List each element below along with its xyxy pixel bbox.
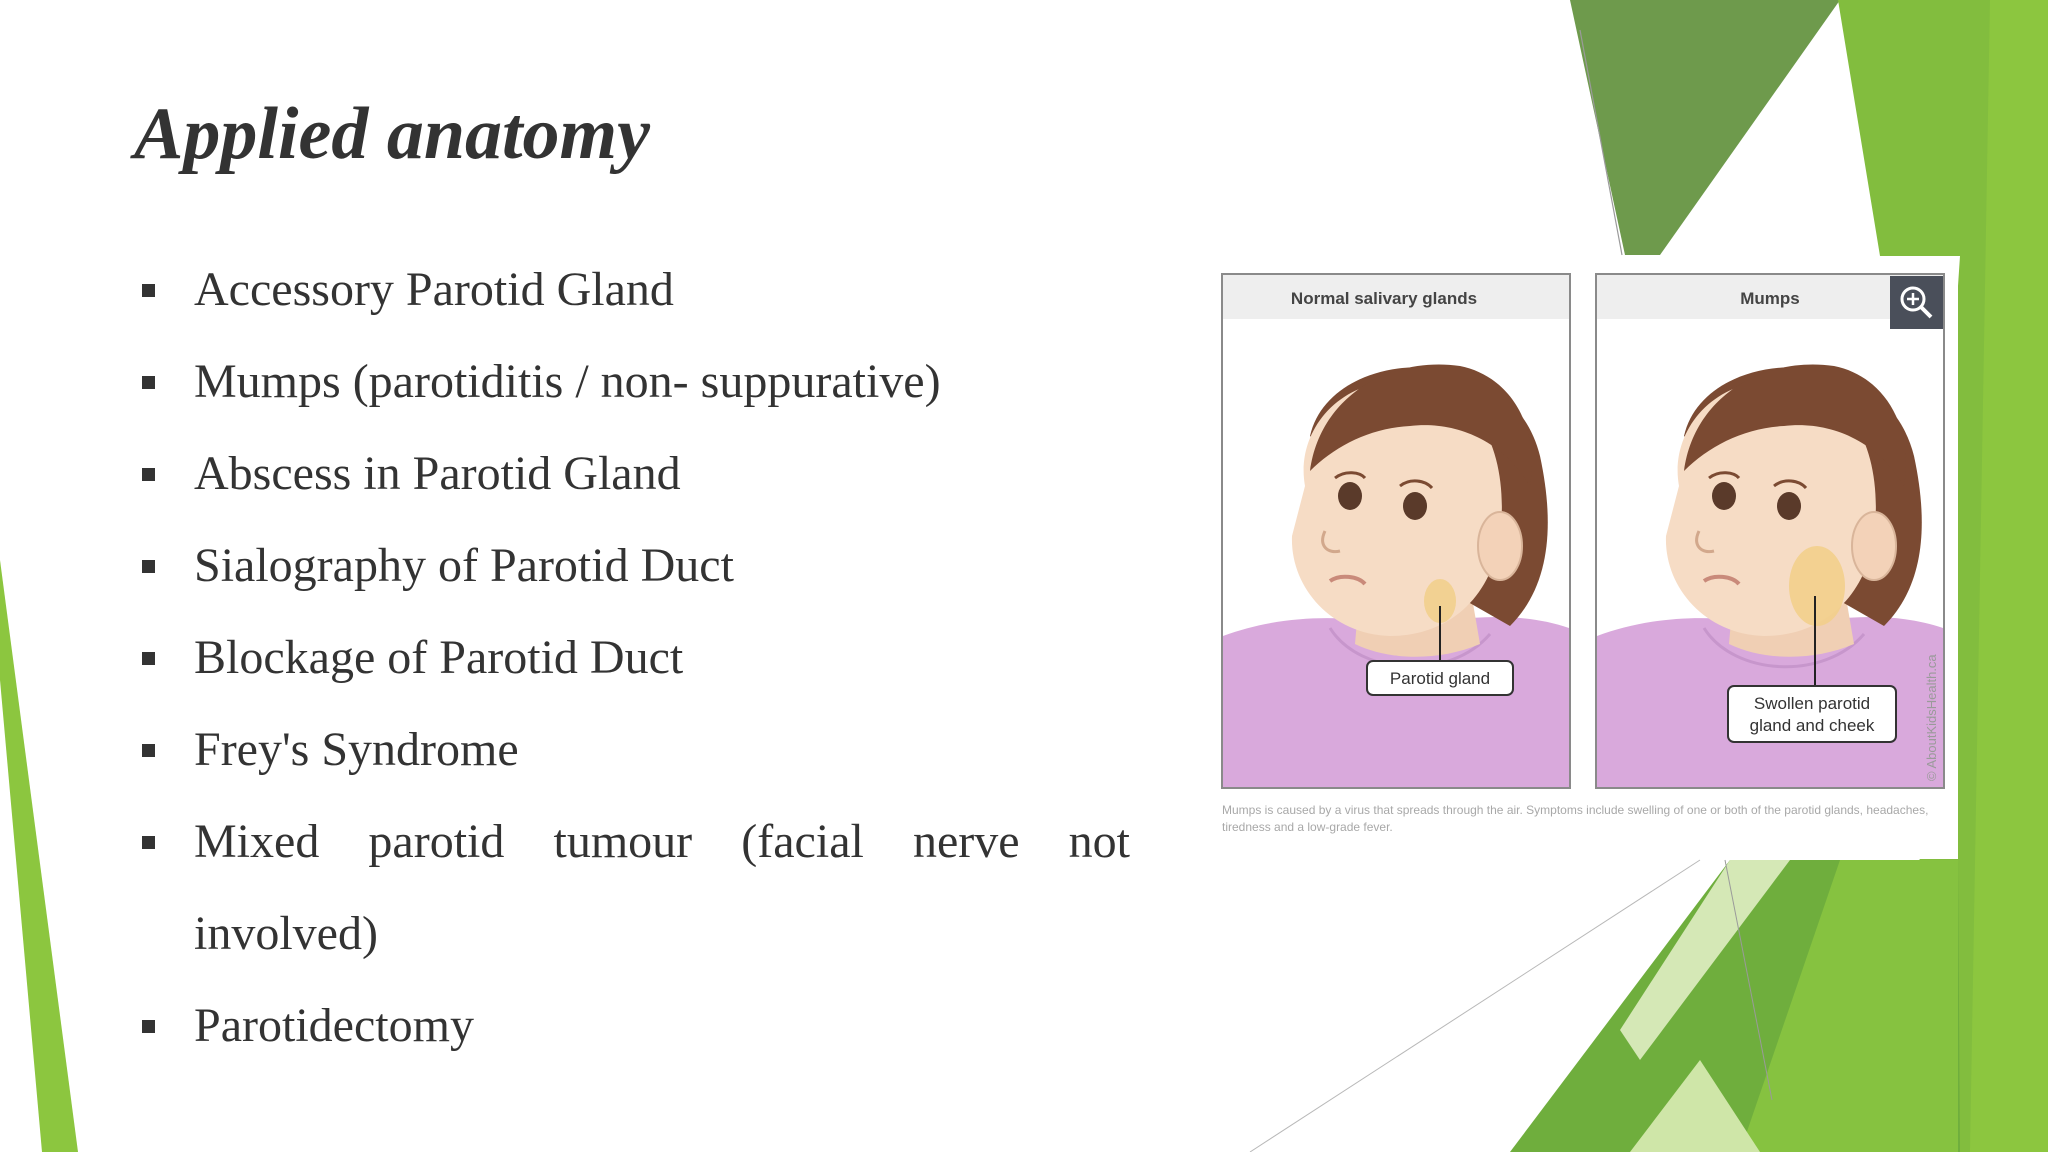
bullet-text: Abscess in Parotid Gland <box>194 447 681 500</box>
mumps-panel <box>1596 274 1944 788</box>
bullet-item <box>136 428 1130 520</box>
swollen-gland-shape <box>1789 546 1845 626</box>
panel-heading: Normal salivary glands <box>1290 289 1478 308</box>
bullet-list <box>136 244 1130 1072</box>
figure-caption: Mumps is caused by a virus that spreads through the air. Symptoms include swelling of one or both of the parotid glands, headaches, tiredness and a low-grade fever. <box>1222 803 1929 834</box>
square-bullet-icon <box>142 744 155 757</box>
square-bullet-icon <box>142 284 155 297</box>
bullet-text: Frey's Syndrome <box>194 723 519 776</box>
dark-green-shard <box>1570 0 1840 255</box>
bullet-text: Mumps (parotiditis / non- suppurative) <box>194 355 941 408</box>
callout-label: Parotid gland <box>1389 669 1491 688</box>
slide-title: Applied anatomy <box>134 93 650 175</box>
bullet-item <box>136 796 1130 980</box>
bullet-text: Parotidectomy <box>194 999 474 1052</box>
square-bullet-icon <box>142 468 155 481</box>
bullet-item <box>136 612 1130 704</box>
square-bullet-icon <box>142 652 155 665</box>
square-bullet-icon <box>142 836 155 849</box>
square-bullet-icon <box>142 1020 155 1033</box>
mumps-illustration <box>1210 256 1958 859</box>
normal-panel <box>1222 274 1570 788</box>
bullet-text: Blockage of Parotid Duct <box>194 631 684 684</box>
square-bullet-icon <box>142 560 155 573</box>
left-green-shard <box>0 560 78 1152</box>
bullet-item <box>136 336 1130 428</box>
watermark: © AboutKidsHealth.ca <box>1924 654 1939 781</box>
bullet-item <box>136 520 1130 612</box>
bullet-text: Accessory Parotid Gland <box>194 263 674 316</box>
illustration-panels <box>1210 256 1958 859</box>
panel-heading: Mumps <box>1740 289 1800 308</box>
callout-label-line1: Swollen parotid <box>1753 694 1871 713</box>
bullet-text: Sialography of Parotid Duct <box>194 539 734 592</box>
bullet-item <box>136 244 1130 336</box>
square-bullet-icon <box>142 376 155 389</box>
bullet-text: Mixed parotid tumour (facial nerve not involved) <box>194 815 1130 960</box>
bullet-item <box>136 704 1130 796</box>
callout-label-line2: gland and cheek <box>1749 716 1875 735</box>
bullet-item <box>136 980 1130 1072</box>
magnifier-plus-icon[interactable] <box>1890 276 1943 329</box>
